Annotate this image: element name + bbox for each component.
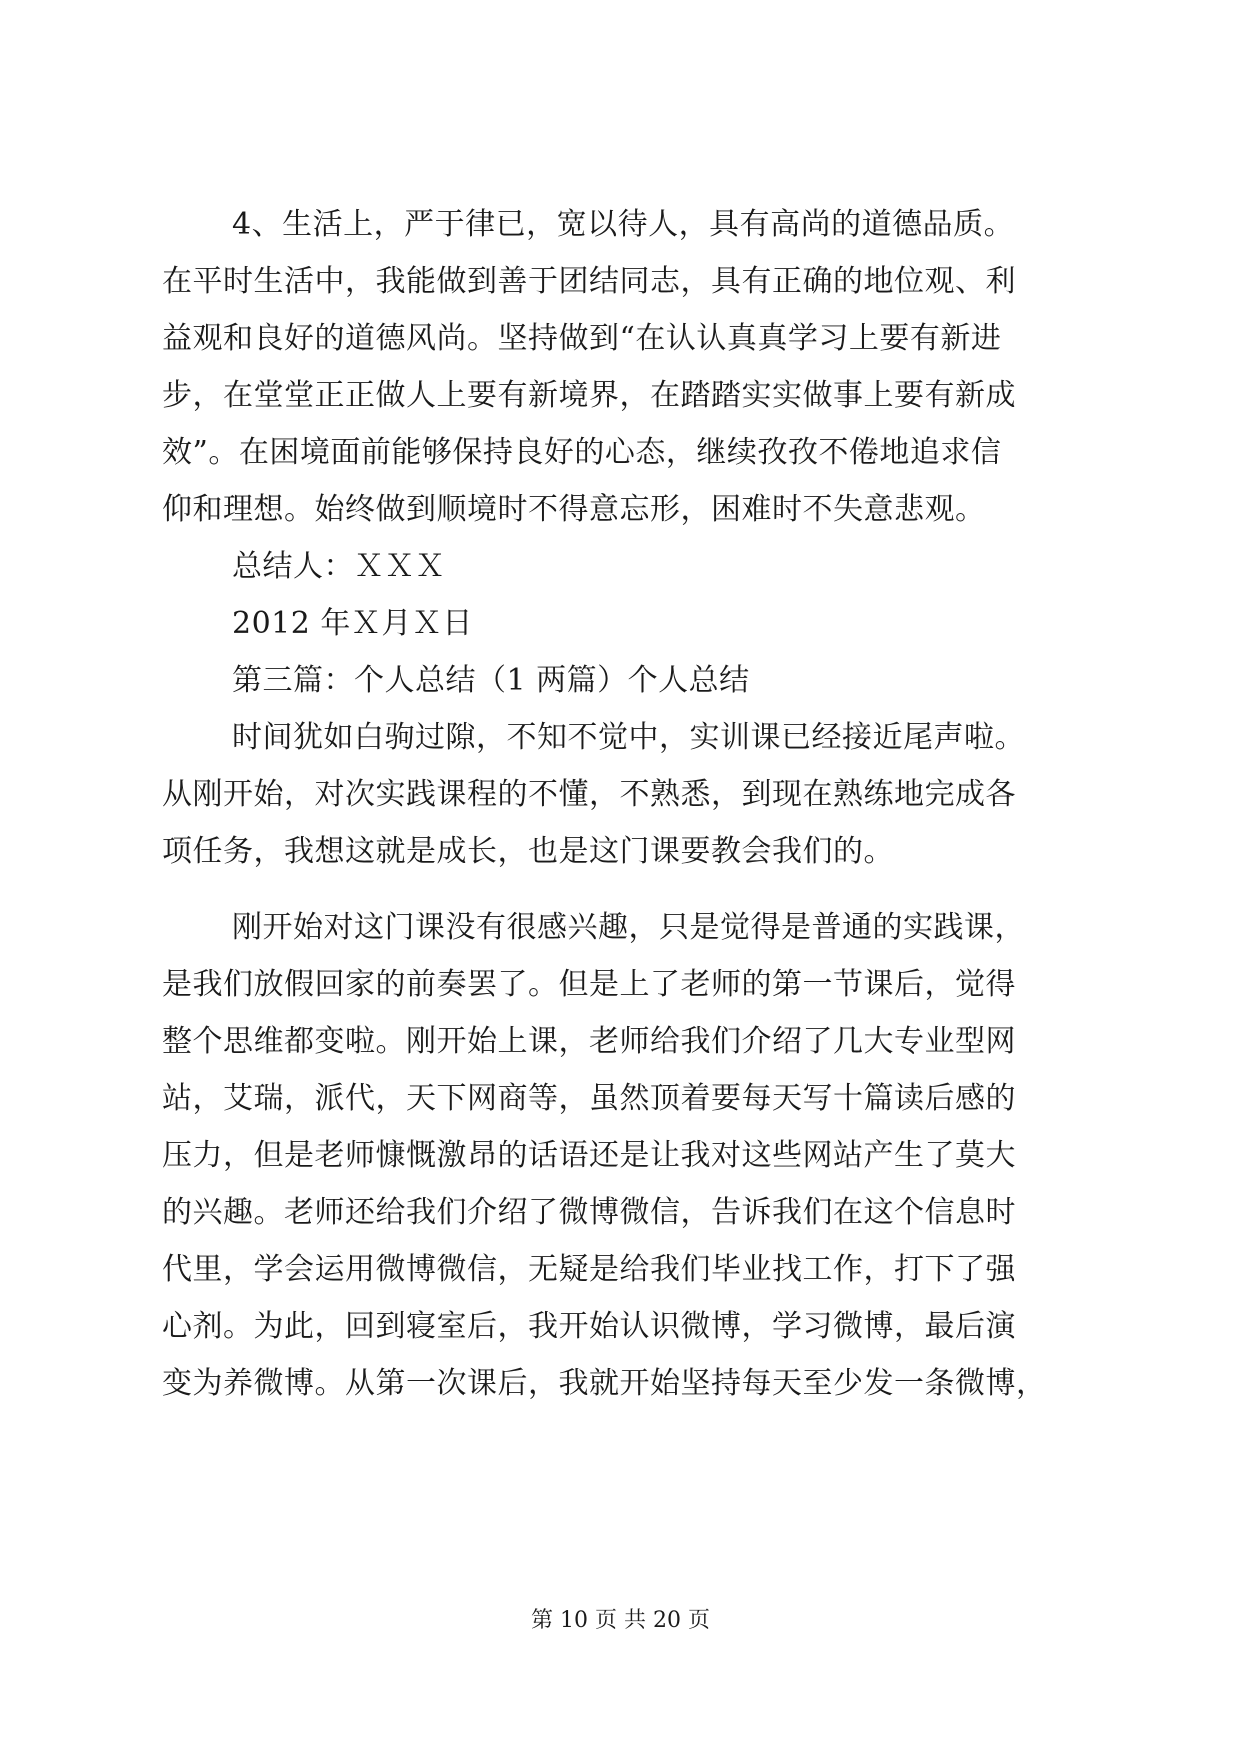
paragraph-line: 的兴趣。老师还给我们介绍了微博微信，告诉我们在这个信息时 (162, 1195, 1016, 1230)
paragraph-line: 项任务，我想这就是成长，也是这门课要教会我们的。 (162, 834, 894, 869)
paragraph-line: 刚开始对这门课没有很感兴趣，只是觉得是普通的实践课， (232, 910, 1025, 945)
signature-line: 总结人：ＸＸＸ (232, 549, 446, 584)
paragraph-line: 压力，但是老师慷慨激昂的话语还是让我对这些网站产生了莫大 (162, 1138, 1016, 1173)
paragraph-line: 代里，学会运用微博微信，无疑是给我们毕业找工作，打下了强 (162, 1252, 1016, 1287)
paragraph-line: 步，在堂堂正正做人上要有新境界，在踏踏实实做事上要有新成 (162, 378, 1016, 413)
paragraph-line: 益观和良好的道德风尚。坚持做到“在认认真真学习上要有新进 (162, 321, 1002, 356)
paragraph-line: 是我们放假回家的前奏罢了。但是上了老师的第一节课后，觉得 (162, 967, 1016, 1002)
date-line: 2012 年Ｘ月Ｘ日 (232, 606, 473, 641)
paragraph-line: 从刚开始，对次实践课程的不懂，不熟悉，到现在熟练地完成各 (162, 777, 1016, 812)
paragraph-line: 4、生活上，严于律已，宽以待人，具有高尚的道德品质。 (232, 207, 1015, 242)
paragraph-line: 仰和理想。始终做到顺境时不得意忘形，困难时不失意悲观。 (162, 492, 986, 527)
paragraph-line: 效”。在困境面前能够保持良好的心态，继续孜孜不倦地追求信 (162, 435, 1002, 470)
paragraph-line: 变为养微博。从第一次课后，我就开始坚持每天至少发一条微博， (162, 1366, 1047, 1401)
page-footer (0, 1606, 1241, 1636)
paragraph-line: 心剂。为此，回到寝室后，我开始认识微博，学习微博，最后演 (162, 1309, 1016, 1344)
page-number-label: 第 10 页 共 20 页 (531, 1608, 710, 1633)
paragraph-line: 时间犹如白驹过隙，不知不觉中，实训课已经接近尾声啦。 (232, 720, 1025, 755)
paragraph-line: 在平时生活中，我能做到善于团结同志，具有正确的地位观、利 (162, 264, 1016, 299)
section-heading: 第三篇：个人总结（1 两篇）个人总结 (232, 663, 750, 698)
paragraph-line: 站，艾瑞，派代，天下网商等，虽然顶着要每天写十篇读后感的 (162, 1081, 1016, 1116)
paragraph-line: 整个思维都变啦。刚开始上课，老师给我们介绍了几大专业型网 (162, 1024, 1016, 1059)
